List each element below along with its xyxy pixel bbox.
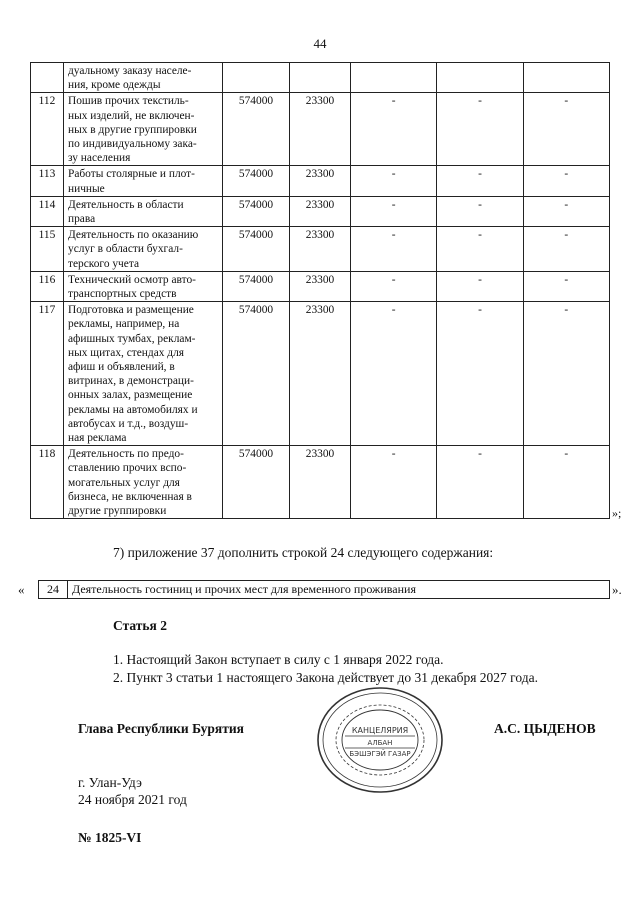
table-cell-c5: -	[523, 196, 609, 226]
table-row	[31, 93, 610, 166]
article-item-1: 1. Настоящий Закон вступает в силу с 1 января 2022 года.	[113, 652, 444, 667]
table-cell-c1: 574000	[223, 271, 290, 301]
table-cell-c1: 574000	[223, 227, 290, 272]
table-row	[31, 227, 610, 272]
seal-line-2: АЛБАН	[367, 739, 393, 747]
tariff-table	[30, 62, 610, 519]
row24-open-quote: «	[18, 582, 25, 597]
table-cell-c4: -	[437, 166, 523, 196]
table-cell-num: 112	[31, 93, 64, 166]
table-cell-desc: Работы столярные и плот- ничные	[64, 166, 223, 196]
table-cell-c1: 574000	[223, 446, 290, 519]
official-seal	[315, 686, 445, 794]
table-cell-c2	[290, 63, 351, 93]
table-cell-num: 114	[31, 196, 64, 226]
table-cell-c2: 23300	[290, 166, 351, 196]
table-cell-c1: 574000	[223, 93, 290, 166]
table-row	[31, 63, 610, 93]
table-cell-c5: -	[523, 302, 609, 446]
table-cell-c2: 23300	[290, 93, 351, 166]
signatory-name: А.С. ЦЫДЕНОВ	[494, 721, 596, 736]
table-row	[31, 271, 610, 301]
table-cell-c3: -	[351, 93, 437, 166]
table-cell-num: 118	[31, 446, 64, 519]
law-number: № 1825-VI	[78, 830, 142, 845]
table-cell-c4: -	[437, 302, 523, 446]
table-cell-c2: 23300	[290, 446, 351, 519]
table-cell-c2: 23300	[290, 227, 351, 272]
table-cell-c5	[523, 63, 609, 93]
table-cell-desc: Деятельность по оказанию услуг в области бухгал- терского учета	[64, 227, 223, 272]
table-cell-c2: 23300	[290, 302, 351, 446]
table-closing-quote: »;	[612, 506, 622, 520]
row24-number: 24	[39, 581, 68, 599]
table-cell-desc: Деятельность по предо- ставлению прочих вспо- могательных услуг для бизнеса, не включенная в другие группировки	[64, 446, 223, 519]
table-cell-num: 117	[31, 302, 64, 446]
table-row	[31, 166, 610, 196]
table-cell-c3: -	[351, 166, 437, 196]
page-number: 44	[313, 36, 327, 51]
table-cell-desc: Пошив прочих текстиль- ных изделий, не включен- ных в другие группировки по индивидуальному зака- зу населения	[64, 93, 223, 166]
table-cell-desc: Технический осмотр авто- транспортных средств	[64, 271, 223, 301]
table-cell-c4	[437, 63, 523, 93]
table-cell-num: 116	[31, 271, 64, 301]
table-cell-c3: -	[351, 196, 437, 226]
table-cell-c3	[351, 63, 437, 93]
table-cell-num: 113	[31, 166, 64, 196]
table-cell-c1: 574000	[223, 166, 290, 196]
table-cell-desc: Подготовка и размещение рекламы, например, на афишных тумбах, реклам- ных щитах, стендах для афиш и объявлений, в витринах, в демонстраци- онных залах, размещение рекламы на автомобилях и автобусах и т.д., воздуш- ная реклама	[64, 302, 223, 446]
table-cell-desc: дуальному заказу населе- ния, кроме одежды	[64, 63, 223, 93]
table-cell-desc: Деятельность в области права	[64, 196, 223, 226]
row24-close-quote: ».	[612, 582, 622, 597]
table-cell-c4: -	[437, 93, 523, 166]
table-cell-c4: -	[437, 446, 523, 519]
row24-text: Деятельность гостиниц и прочих мест для временного проживания	[68, 581, 610, 599]
table-cell-num	[31, 63, 64, 93]
table-row	[31, 302, 610, 446]
table-cell-c5: -	[523, 227, 609, 272]
city: г. Улан-Удэ	[78, 775, 142, 790]
table-cell-c5: -	[523, 93, 609, 166]
article-title: Статья 2	[113, 618, 167, 633]
table-cell-c4: -	[437, 271, 523, 301]
table-cell-c5: -	[523, 446, 609, 519]
signatory-title: Глава Республики Бурятия	[78, 721, 244, 736]
date: 24 ноября 2021 год	[78, 792, 187, 807]
row24-table	[38, 580, 610, 599]
seal-line-1: КАНЦЕЛЯРИЯ	[351, 726, 409, 735]
table-cell-c2: 23300	[290, 196, 351, 226]
table-cell-c4: -	[437, 227, 523, 272]
table-cell-c1: 574000	[223, 196, 290, 226]
table-row	[39, 581, 610, 599]
table-cell-c2: 23300	[290, 271, 351, 301]
table-row	[31, 446, 610, 519]
table-cell-c1	[223, 63, 290, 93]
paragraph-7: 7) приложение 37 дополнить строкой 24 следующего содержания:	[113, 545, 494, 560]
table-cell-c5: -	[523, 271, 609, 301]
table-cell-c3: -	[351, 271, 437, 301]
table-row	[31, 196, 610, 226]
table-cell-c3: -	[351, 446, 437, 519]
table-cell-c3: -	[351, 227, 437, 272]
table-cell-c1: 574000	[223, 302, 290, 446]
table-cell-c3: -	[351, 302, 437, 446]
article-item-2: 2. Пункт 3 статьи 1 настоящего Закона действует до 31 декабря 2027 года.	[113, 670, 538, 685]
table-cell-c5: -	[523, 166, 609, 196]
table-cell-num: 115	[31, 227, 64, 272]
seal-line-3: БЭШЭГЭЙ ГАЗАР	[349, 750, 411, 758]
table-cell-c4: -	[437, 196, 523, 226]
